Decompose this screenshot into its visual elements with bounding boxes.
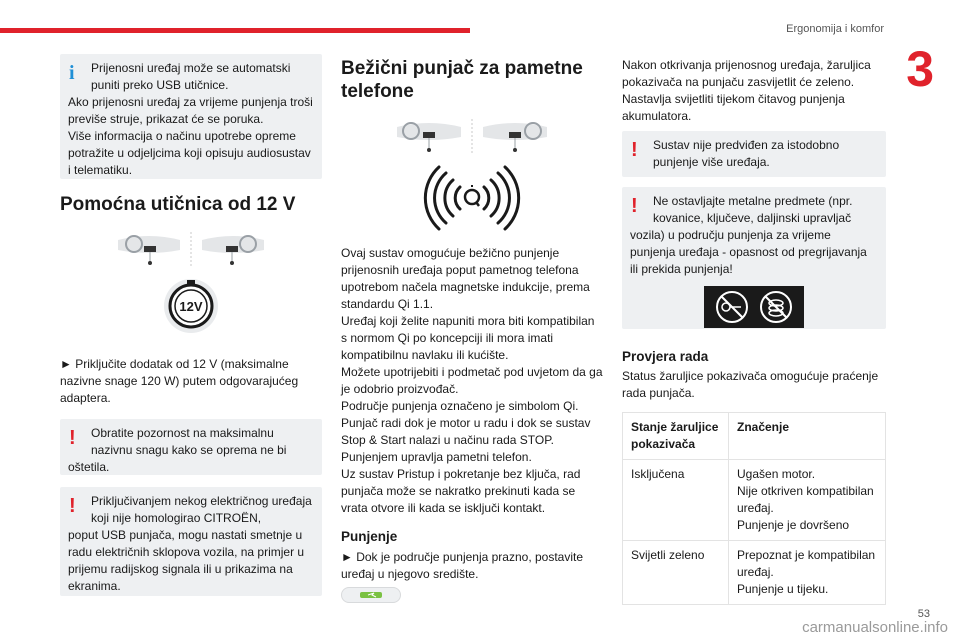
section-heading-check: Provjera rada bbox=[622, 349, 709, 364]
warning-box-homologation bbox=[60, 487, 322, 596]
column-2 bbox=[341, 54, 603, 603]
warning-text: oštetila. bbox=[68, 460, 110, 474]
table-row bbox=[623, 541, 886, 605]
warning-text: poput USB punjača, mogu nastati smetnje u radu električnih sklopova vozila, na primjer u prijemu radijskog signala ili u prikazima na ekranima. bbox=[68, 528, 305, 593]
table-cell: Ugašen motor. Nije otkriven kompatibilan uređaj. Punjenje je dovršeno bbox=[729, 460, 886, 541]
no-keys-icon bbox=[714, 289, 750, 325]
table-cell: Isključena bbox=[623, 460, 729, 541]
check-description: Status žaruljice pokazivača omogućuje praćenje rada punjača. bbox=[622, 369, 879, 400]
warning-text: punjenje više uređaja. bbox=[653, 155, 770, 169]
no-coins-icon bbox=[758, 289, 794, 325]
dashboard-left-icon bbox=[114, 230, 184, 268]
instruction-charging: ► Dok je područje punjenja prazno, postavite uređaj u njegovo središte. bbox=[341, 550, 584, 581]
prohibited-objects-icons bbox=[630, 286, 878, 328]
table-cell: Prepoznat je kompatibilan uređaj. Punjenje u tijeku. bbox=[729, 541, 886, 605]
warning-icon: ! bbox=[631, 195, 638, 217]
section-heading-12v: Pomoćna utičnica od 12 V bbox=[60, 194, 296, 215]
socket-label: 12V bbox=[179, 299, 203, 314]
section-heading-wireless: Bežični punjač za pametne telefone bbox=[341, 58, 583, 102]
indicator-status-table bbox=[622, 412, 886, 605]
table-header-cell: Stanje žaruljice pokazivača bbox=[623, 413, 729, 460]
indicator-intro: Nakon otkrivanja prijenosnog uređaja, žaruljica pokazivača na punjaču zasvijetlit će zeleno. Nastavlja svijetliti tijekom čitavog punjenja akumulatora. bbox=[622, 58, 871, 123]
watermark: carmanualsonline.info bbox=[802, 619, 948, 636]
warning-text: vozila) u području punjenja za vrijeme punjenja uređaja - opasnost od pregrijavanja ili prekida punjenja! bbox=[630, 228, 867, 276]
info-icon: i bbox=[69, 62, 75, 84]
chapter-number: 3 bbox=[906, 41, 934, 97]
info-box-usb bbox=[60, 54, 322, 179]
socket-12v-icon bbox=[60, 276, 322, 336]
warning-box-metal-objects bbox=[622, 187, 886, 329]
dashboard-right-icon bbox=[198, 230, 268, 268]
divider-icon bbox=[471, 117, 473, 155]
column-3 bbox=[622, 54, 886, 605]
column-1 bbox=[60, 54, 322, 596]
dashboard-right-icon bbox=[479, 117, 551, 155]
subheading-charging: Punjenje bbox=[341, 529, 398, 544]
dashboard-location-icons bbox=[341, 117, 603, 155]
warning-first-line: Obratite pozornost na maksimalnu nazivnu snagu kako se oprema ne bi bbox=[91, 426, 287, 457]
warning-icon: ! bbox=[69, 427, 76, 449]
info-box-first-line: Prijenosni uređaj može se automatski puniti preko USB utičnice. bbox=[91, 61, 291, 92]
warning-first-line: Ne ostavljajte metalne predmete (npr. kovanice, ključeve, daljinski upravljač bbox=[653, 194, 853, 225]
warning-first-line: Priključivanjem nekog električnog uređaja koji nije homologirao CITROËN, bbox=[91, 494, 312, 525]
page-number: 53 bbox=[917, 608, 930, 620]
table-header-cell: Značenje bbox=[729, 413, 886, 460]
dashboard-left-icon bbox=[393, 117, 465, 155]
table-cell: Svijetli zeleno bbox=[623, 541, 729, 605]
warning-icon: ! bbox=[69, 495, 76, 517]
info-box-text: Ako prijenosni uređaj za vrijeme punjenja troši previše struje, prikazat će se poruka. Više informacija o načinu upotrebe opreme potražite u odjeljcima koji opisuju audiosustav i telematiku. bbox=[68, 95, 313, 177]
section-title: Ergonomija i komfor bbox=[786, 23, 884, 35]
table-row bbox=[623, 460, 886, 541]
warning-first-line: Sustav nije predviđen za istodobno bbox=[653, 138, 840, 152]
warning-box-multiple-devices bbox=[622, 131, 886, 177]
charging-area-icon bbox=[341, 587, 401, 603]
divider-icon bbox=[190, 230, 192, 268]
wireless-description: Ovaj sustav omogućuje bežično punjenje prijenosnih uređaja poput pametnog telefona upotrebom načela magnetske indukcije, prema standardu Qi 1.1. Uređaj koji želite napuniti mora biti kompatibilan s normom Qi po koncepciji ili mora imati kompatibilnu navlaku ili kućište. Možete upotrijebiti i podmetač pod uvjetom da ga je odobrio proizvođač. Područje punjenja označeno je simbolom Qi. Punjač radi dok je motor u radu i dok se sustav Stop & Start nalazi u načinu rada STOP. Punjenjem upravlja pametni telefon. Uz sustav Pristup i pokretanje bez ključa, rad punjača može se nakratko prekinuti kada se vrata otvore ili kada se isključi kontakt. bbox=[341, 246, 603, 515]
qi-wireless-icon bbox=[341, 165, 603, 235]
header-accent-bar bbox=[0, 28, 470, 33]
instruction-12v: ► Priključite dodatak od 12 V (maksimalne nazivne snage 120 W) putem odgovarajućeg adaptera. bbox=[60, 357, 299, 405]
warning-box-power bbox=[60, 419, 322, 475]
table-header-row bbox=[623, 413, 886, 460]
dashboard-location-icons bbox=[60, 230, 322, 268]
warning-icon: ! bbox=[631, 139, 638, 161]
